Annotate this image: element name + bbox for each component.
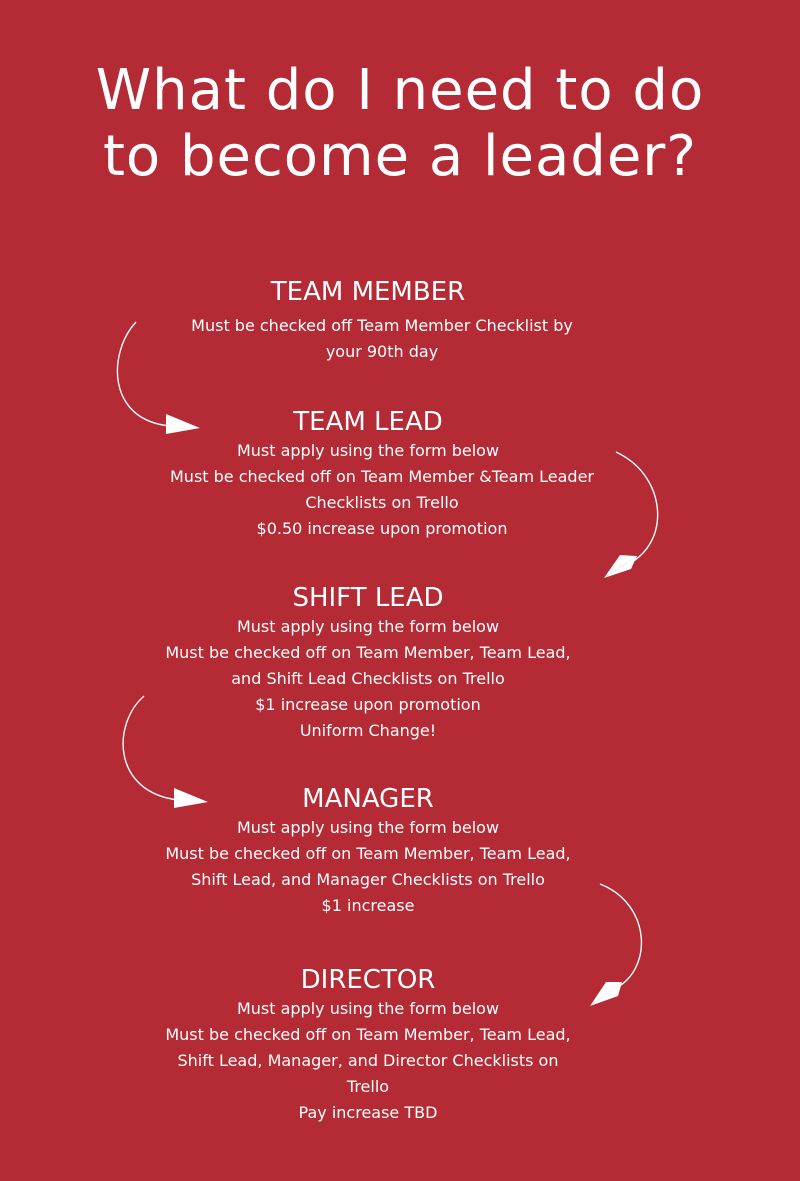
stage-line: $0.50 increase upon promotion [256,519,508,538]
stage-line: Checklists on Trello [305,493,459,512]
stage-line: Must be checked off on Team Member, Team Lead, [165,643,571,662]
stage-line: Must be checked off on Team Member &Team Leader [170,467,594,486]
stage-line: Must be checked off on Team Member, Team Lead, [165,844,571,863]
stage-line: Must be checked off Team Member Checklist by [191,316,573,335]
stage-heading: TEAM MEMBER [270,277,466,307]
stage-line: your 90th day [325,342,439,361]
stage-line: $1 increase [321,896,415,915]
stage-line: Trello [346,1077,390,1096]
stage-line: Must apply using the form below [236,999,500,1018]
stage-team-member [0,276,800,365]
stage-heading: TEAM LEAD [293,407,443,437]
title-line-2: to become a leader? [102,124,698,189]
poster-title [0,58,800,190]
stage-heading: DIRECTOR [300,965,436,995]
stage-line: Shift Lead, Manager, and Director Checklists on [177,1051,559,1070]
stage-line: $1 increase upon promotion [255,695,481,714]
stage-line: Must apply using the form below [236,441,500,460]
stage-line: and Shift Lead Checklists on Trello [231,669,505,688]
stage-shift-lead [0,582,800,744]
stage-line: Must apply using the form below [236,818,500,837]
stage-heading: SHIFT LEAD [292,583,444,613]
stage-line: Shift Lead, and Manager Checklists on Trello [191,870,545,889]
stage-heading: MANAGER [302,784,434,814]
stage-line: Must apply using the form below [236,617,500,636]
stage-line: Must be checked off on Team Member, Team Lead, [165,1025,571,1044]
stage-team-lead [0,406,800,542]
stage-line: Uniform Change! [299,721,437,740]
title-line-1: What do I need to do [95,58,705,123]
stage-director [0,964,800,1126]
stage-manager [0,783,800,919]
stage-line: Pay increase TBD [298,1103,438,1122]
